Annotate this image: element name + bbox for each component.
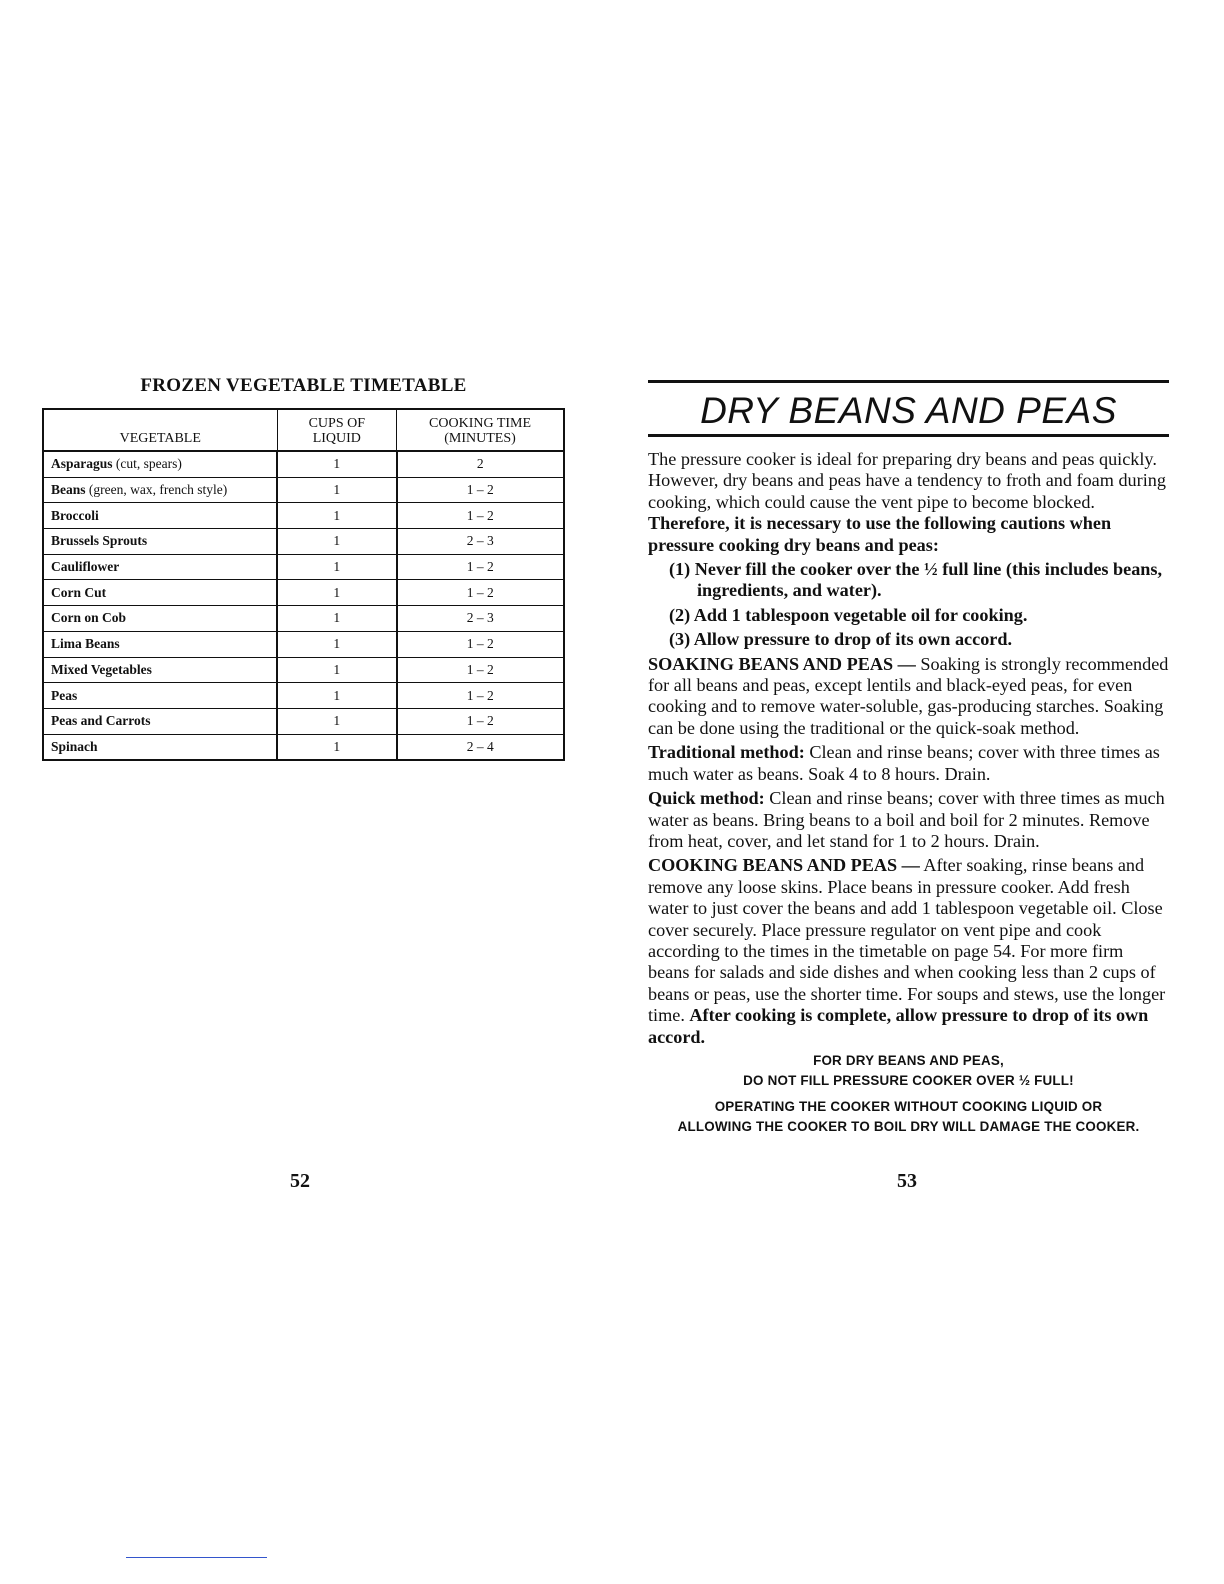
time-cell: 1 – 2 bbox=[397, 683, 564, 709]
vegetable-cell: Brussels Sprouts bbox=[43, 529, 277, 555]
time-cell: 1 – 2 bbox=[397, 554, 564, 580]
table-row bbox=[43, 503, 564, 529]
vegetable-cell: Peas bbox=[43, 683, 277, 709]
time-cell: 1 – 2 bbox=[397, 580, 564, 606]
header-cooking-time: COOKING TIME (MINUTES) bbox=[397, 409, 564, 451]
vegetable-cell: Cauliflower bbox=[43, 554, 277, 580]
section-title: DRY BEANS AND PEAS bbox=[700, 390, 1117, 431]
table-row bbox=[43, 683, 564, 709]
fill-warning: FOR DRY BEANS AND PEAS, DO NOT FILL PRESSURE COOKER OVER ½ FULL! bbox=[743, 1052, 1074, 1088]
liquid-cell: 1 bbox=[277, 606, 397, 632]
liquid-cell: 1 bbox=[277, 734, 397, 760]
frozen-vegetable-table bbox=[42, 408, 565, 761]
caution-list bbox=[648, 559, 1169, 651]
vegetable-cell: Broccoli bbox=[43, 503, 277, 529]
boil-dry-warning: OPERATING THE COOKER WITHOUT COOKING LIQUID OR ALLOWING THE COOKER TO BOIL DRY WILL DAMAGE THE COOKER. bbox=[677, 1098, 1140, 1134]
liquid-cell: 1 bbox=[277, 529, 397, 555]
time-cell: 2 – 4 bbox=[397, 734, 564, 760]
table-row bbox=[43, 529, 564, 555]
header-vegetable: VEGETABLE bbox=[43, 409, 277, 451]
page-number-right: 53 bbox=[897, 1170, 917, 1192]
body-text bbox=[648, 449, 1169, 1048]
table-title: FROZEN VEGETABLE TIMETABLE bbox=[140, 375, 467, 396]
liquid-cell: 1 bbox=[277, 631, 397, 657]
time-cell: 2 bbox=[397, 451, 564, 477]
traditional-method-paragraph: Traditional method: Clean and rinse beans; cover with three times as much water as beans. Soak 4 to 8 hours. Drain. bbox=[648, 742, 1160, 784]
caution-item: (1) Never fill the cooker over the ½ full line (this includes beans, ingredients, and water). bbox=[669, 559, 1163, 601]
liquid-cell: 1 bbox=[277, 451, 397, 477]
vegetable-cell: Peas and Carrots bbox=[43, 708, 277, 734]
time-cell: 1 – 2 bbox=[397, 631, 564, 657]
vegetable-cell: Spinach bbox=[43, 734, 277, 760]
page-number-left: 52 bbox=[290, 1170, 310, 1192]
liquid-cell: 1 bbox=[277, 554, 397, 580]
time-cell: 2 – 3 bbox=[397, 529, 564, 555]
liquid-cell: 1 bbox=[277, 477, 397, 503]
table-row bbox=[43, 606, 564, 632]
liquid-cell: 1 bbox=[277, 683, 397, 709]
liquid-cell: 1 bbox=[277, 503, 397, 529]
vegetable-cell: Mixed Vegetables bbox=[43, 657, 277, 683]
time-cell: 1 – 2 bbox=[397, 477, 564, 503]
vegetable-cell: Beans (green, wax, french style) bbox=[43, 477, 277, 503]
table-row bbox=[43, 477, 564, 503]
header-cups-of-liquid: CUPS OF LIQUID bbox=[277, 409, 397, 451]
vegetable-cell: Corn on Cob bbox=[43, 606, 277, 632]
time-cell: 2 – 3 bbox=[397, 606, 564, 632]
time-cell: 1 – 2 bbox=[397, 657, 564, 683]
table-row bbox=[43, 580, 564, 606]
soaking-paragraph: SOAKING BEANS AND PEAS — Soaking is strongly recommended for all beans and peas, except lentils and black-eyed peas, for even cooking and to remove water-soluble, gas-producing starches. Soaking can be done using the traditional or the quick-soak method. bbox=[648, 653, 1169, 738]
caution-item: (2) Add 1 tablespoon vegetable oil for cooking. bbox=[669, 604, 1028, 625]
table-row bbox=[43, 734, 564, 760]
caution-item: (3) Allow pressure to drop of its own accord. bbox=[669, 629, 1013, 650]
liquid-cell: 1 bbox=[277, 708, 397, 734]
table-row bbox=[43, 708, 564, 734]
vegetable-cell: Corn Cut bbox=[43, 580, 277, 606]
table-row bbox=[43, 631, 564, 657]
left-page bbox=[42, 375, 565, 761]
right-page bbox=[648, 380, 1169, 1137]
liquid-cell: 1 bbox=[277, 657, 397, 683]
liquid-cell: 1 bbox=[277, 580, 397, 606]
vegetable-cell: Asparagus (cut, spears) bbox=[43, 451, 277, 477]
intro-paragraph: The pressure cooker is ideal for preparing dry beans and peas quickly. However, dry beans and peas have a tendency to froth and foam during cooking, which could cause the vent pipe to become blocked. Therefore, it is necessary to use the following cautions when pressure cooking dry beans and peas: bbox=[648, 449, 1166, 555]
title-rule-top bbox=[648, 380, 1169, 383]
table-header-row bbox=[43, 409, 564, 451]
table-row bbox=[43, 657, 564, 683]
table-row bbox=[43, 554, 564, 580]
cooking-paragraph: COOKING BEANS AND PEAS — After soaking, rinse beans and remove any loose skins. Place beans in pressure cooker. Add fresh water to just cover the beans and add 1 tablespoon vegetable oil. Close cover securely. Place pressure regulator on vent pipe and cook according to the times in the timetable on page 54. For more firm beans for salads and side dishes and when cooking less than 2 cups of beans or peas, use the shorter time. For soups and stews, use the longer time. After cooking is complete, allow pressure to drop of its own accord. bbox=[648, 855, 1166, 1047]
table-row bbox=[43, 451, 564, 477]
time-cell: 1 – 2 bbox=[397, 708, 564, 734]
title-rule-bottom bbox=[648, 434, 1169, 437]
vegetable-cell: Lima Beans bbox=[43, 631, 277, 657]
quick-method-paragraph: Quick method: Clean and rinse beans; cover with three times as much water as beans. Bring beans to a boil and boil for 2 minutes. Remove from heat, cover, and let stand for 1 to 2 hours. Drain. bbox=[648, 788, 1165, 851]
footer-link-line bbox=[126, 1557, 267, 1558]
time-cell: 1 – 2 bbox=[397, 503, 564, 529]
